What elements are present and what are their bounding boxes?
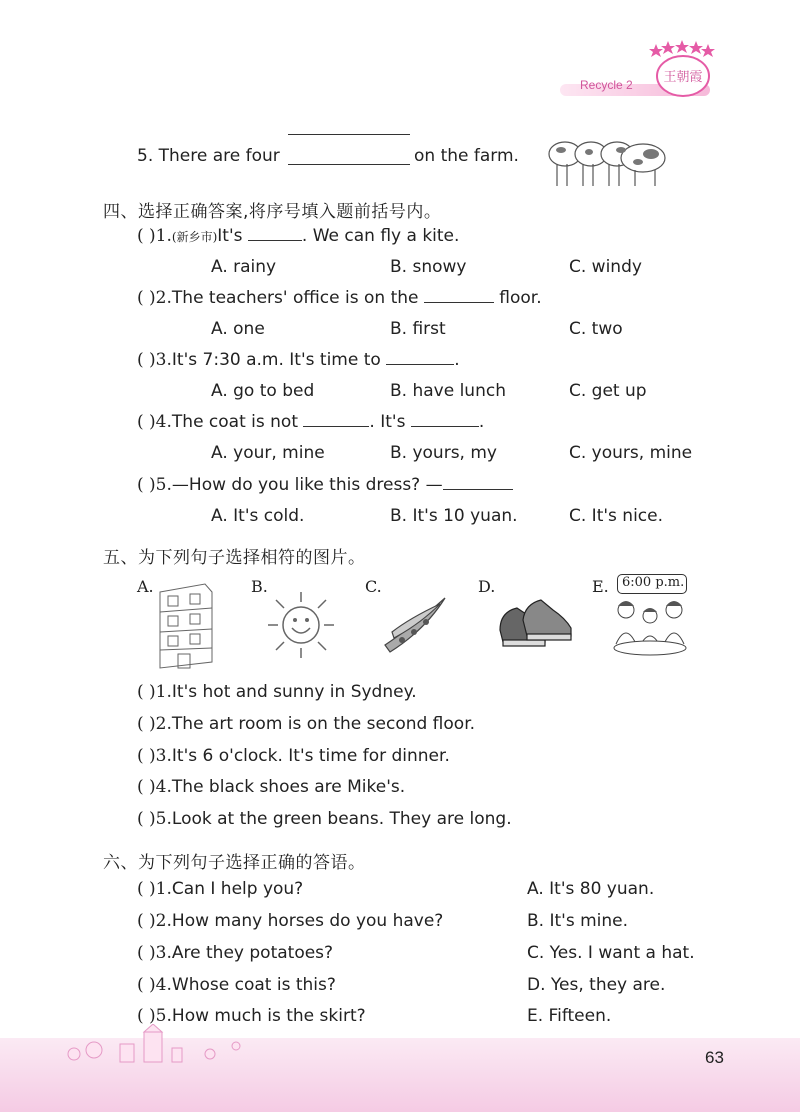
answer-paren[interactable]: ( ): [137, 475, 156, 495]
sec4-item-5: [137, 475, 513, 495]
option-c: C. get up: [569, 381, 647, 401]
answer-paren[interactable]: ( ): [137, 412, 156, 432]
item-number: 2.: [155, 714, 172, 734]
sec4-item-1: [137, 226, 459, 246]
sentence-text: The black shoes are Mike's.: [171, 777, 406, 797]
option-a: A. one: [211, 319, 265, 339]
question-text: —How do you like this dress? —: [171, 475, 443, 495]
item-number: 3.: [155, 746, 172, 766]
item-number: 2.: [155, 288, 172, 308]
sec6-item-1: [137, 879, 303, 899]
sec4-item-3: [137, 350, 460, 370]
sec6-item-2: [137, 911, 443, 931]
item-number: 2.: [155, 911, 172, 931]
item-number: 5.: [155, 809, 172, 829]
sentence-text: Look at the green beans. They are long.: [171, 809, 512, 829]
question-text: It's 7:30 a.m. It's time to: [171, 350, 381, 370]
source-tag: (新乡市): [171, 230, 218, 244]
section-6-title: 六、为下列句子选择正确的答语。: [103, 853, 366, 873]
option-c: C. yours, mine: [569, 443, 693, 463]
section-5-title: 五、为下列句子选择相符的图片。: [103, 548, 366, 568]
item-number: 4.: [155, 975, 172, 995]
item-number: 1.: [155, 879, 172, 899]
sec6-item-4: [137, 975, 336, 995]
answer-blank[interactable]: [443, 475, 513, 490]
beans-picture: [380, 590, 450, 660]
blank-line-bottom: [288, 164, 410, 165]
answer-paren[interactable]: ( ): [137, 809, 156, 829]
question-text-mid: . It's: [369, 412, 406, 432]
question-text: Can I help you?: [171, 879, 304, 899]
option-c: C. windy: [569, 257, 642, 277]
family-dinner-picture: [610, 594, 690, 658]
option-b: B. It's 10 yuan.: [390, 506, 518, 526]
blank-line-top: [288, 134, 410, 135]
logo-text: 王朝霞: [663, 70, 703, 85]
sec4-item-4: [137, 412, 484, 432]
question-text: Are they potatoes?: [171, 943, 334, 963]
question-text: The teachers' office is on the: [171, 288, 419, 308]
sec6-answer-b: B. It's mine.: [527, 911, 629, 931]
page-number: 63: [705, 1048, 724, 1067]
option-a: A. rainy: [211, 257, 277, 277]
answer-paren[interactable]: ( ): [137, 777, 156, 797]
section-label: Recycle 2: [580, 78, 633, 92]
answer-blank[interactable]: [386, 350, 454, 365]
sec4-item-2: [137, 288, 542, 308]
building-picture: [150, 582, 220, 670]
picture-label-d: D.: [478, 577, 496, 596]
option-c: C. two: [569, 319, 623, 339]
picture-label-a: A.: [137, 577, 154, 596]
answer-paren[interactable]: ( ): [137, 682, 156, 702]
picture-label-e: E.: [592, 577, 609, 596]
sec6-item-5: [137, 1006, 366, 1026]
question-text-end: floor.: [499, 288, 542, 308]
cows-image: [543, 132, 678, 190]
item-number: 1.: [155, 682, 172, 702]
option-a: A. It's cold.: [211, 506, 305, 526]
question-5-suffix: on the farm.: [414, 146, 519, 166]
option-b: B. first: [390, 319, 446, 339]
question-text: Whose coat is this?: [171, 975, 336, 995]
answer-paren[interactable]: ( ): [137, 350, 156, 370]
item-number: 4.: [155, 412, 172, 432]
answer-paren[interactable]: ( ): [137, 288, 156, 308]
answer-blank[interactable]: [424, 288, 494, 303]
option-a: A. go to bed: [211, 381, 315, 401]
answer-paren[interactable]: ( ): [137, 226, 156, 246]
item-number: 3.: [155, 350, 172, 370]
option-b: B. have lunch: [390, 381, 506, 401]
question-text-end: .: [478, 412, 485, 432]
question-5-prefix: 5. There are four: [137, 146, 280, 166]
option-b: B. yours, my: [390, 443, 497, 463]
sun-picture: [266, 590, 336, 660]
picture-label-c: C.: [365, 577, 382, 596]
answer-paren[interactable]: ( ): [137, 1006, 156, 1026]
sec6-answer-c: C. Yes. I want a hat.: [527, 943, 695, 963]
section-4-title: 四、选择正确答案,将序号填入题前括号内。: [103, 202, 442, 222]
sec6-item-3: [137, 943, 333, 963]
item-number: 5.: [155, 475, 172, 495]
option-a: A. your, mine: [211, 443, 325, 463]
question-text: How many horses do you have?: [171, 911, 444, 931]
item-number: 1.: [155, 226, 172, 246]
sec6-answer-a: A. It's 80 yuan.: [527, 879, 655, 899]
sec5-item-5: [137, 809, 512, 829]
answer-paren[interactable]: ( ): [137, 879, 156, 899]
question-text: The coat is not: [171, 412, 298, 432]
question-text-end: .: [454, 350, 460, 370]
sentence-text: The art room is on the second floor.: [171, 714, 476, 734]
sec5-item-2: [137, 714, 475, 734]
footer-decoration: [60, 1024, 260, 1064]
item-number: 5.: [155, 1006, 172, 1026]
answer-paren[interactable]: ( ): [137, 911, 156, 931]
answer-paren[interactable]: ( ): [137, 943, 156, 963]
question-text: It's: [217, 226, 243, 246]
picture-label-b: B.: [251, 577, 268, 596]
answer-blank[interactable]: [248, 226, 302, 241]
sentence-text: It's 6 o'clock. It's time for dinner.: [171, 746, 450, 766]
answer-paren[interactable]: ( ): [137, 746, 156, 766]
item-number: 3.: [155, 943, 172, 963]
answer-paren[interactable]: ( ): [137, 975, 156, 995]
logo-badge: [646, 40, 720, 100]
sec5-item-4: [137, 777, 405, 797]
sec6-answer-e: E. Fifteen.: [527, 1006, 612, 1026]
option-b: B. snowy: [390, 257, 467, 277]
option-c: C. It's nice.: [569, 506, 663, 526]
sec6-answer-d: D. Yes, they are.: [527, 975, 666, 995]
clock-time: 6:00 p.m.: [622, 575, 685, 590]
sentence-text: It's hot and sunny in Sydney.: [171, 682, 417, 702]
question-text: How much is the skirt?: [171, 1006, 366, 1026]
answer-blank-2[interactable]: [411, 412, 479, 427]
question-text-end: . We can fly a kite.: [301, 226, 460, 246]
shoes-picture: [495, 590, 575, 658]
sec5-item-1: [137, 682, 417, 702]
item-number: 4.: [155, 777, 172, 797]
answer-blank[interactable]: [303, 412, 369, 427]
sec5-item-3: [137, 746, 450, 766]
answer-paren[interactable]: ( ): [137, 714, 156, 734]
